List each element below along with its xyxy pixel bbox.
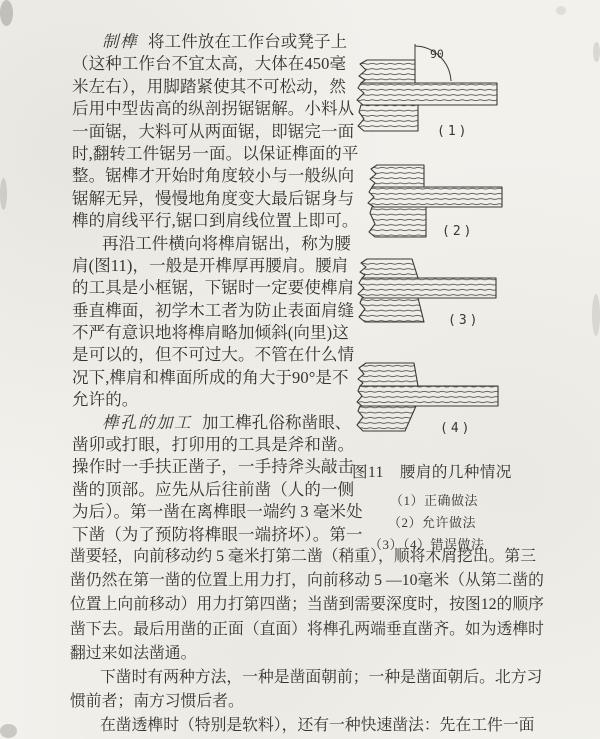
text-line: 凿卯或打眼，打卯用的工具是斧和凿。 [72,435,355,455]
text-line [72,412,352,434]
tenon-diagram-3 [352,256,504,326]
lower-shoulder-block [369,207,426,237]
tenon-strip [358,278,496,298]
text-line: 操作时一手扶正凿子，一手持斧头敲击 [72,457,355,477]
text-line: 况下,榫肩和榫面所成的角大于90°是不 [72,367,349,387]
text-line: 锯解无异，慢慢地角度变大最后锯身与 [72,188,355,208]
lower-shoulder-block [357,406,416,431]
text-line-rest: 将工件放在工作台或凳子上 [148,32,348,51]
upper-shoulder-block [359,60,415,83]
tenon-strip [357,386,498,406]
figure-caption-title: 图11 腰肩的几种情况 [352,464,512,481]
scan-smudge [0,0,13,26]
tenon-diagram-2 [362,160,508,244]
figure-caption-item-2: （2）允许做法 [388,515,477,530]
text-line [72,31,348,53]
text-line: 肩(图11)，一般是开榫厚再腰肩。腰肩 [72,255,349,275]
paragraph-lead-making-tenon: 制榫 [102,32,138,51]
text-line: 为后）。第一凿在离榫眼一端约 3 毫米处 [72,502,363,522]
text-line: 凿要轻，向前移动约 5 毫米打第二凿（稍重），顺将木屑挖出。第三 [70,548,537,565]
text-line: 后用中型齿高的纵剖拐锯锯解。小料从 [72,99,355,119]
figure-item-label-1: (1) [437,124,470,139]
figure-item-label-2: (2) [442,224,475,239]
text-line: 在凿透榫时（特别是软料），还有一种快速凿法：先在工件一面 [100,717,535,735]
text-line: 米左右），用脚踏紧使其不可松动，然 [72,76,346,96]
text-line: 位置上向前移动）用力打第四凿；当凿到需要深度时，按图12的顺序 [70,596,544,614]
text-line: （这种工作台不宜太高，大体在450毫 [72,54,347,74]
tenon-strip [368,187,502,207]
text-line: 整。锯榫才开始时角度较小与一般纵向 [72,166,355,186]
upper-shoulder-block [358,363,418,386]
text-line: 榫的肩线平行,锯口到肩线位置上即可。 [72,211,359,231]
text-line: 一面锯，大料可从两面锯，即锯完一面 [72,121,355,141]
figure-item-label-3: (3) [448,313,481,328]
figure-item-label-4: (4) [440,421,473,436]
upper-shoulder-block [370,165,424,187]
text-line: 下凿时有两种方法，一种是凿面朝前；一种是凿面朝后。北方习 [100,668,543,686]
text-line: 不严有意识地将榫肩略加倾斜(向里)这 [72,323,349,343]
paragraph-lead-mortise-work: 榫孔的加工 [102,412,192,432]
text-line: 允许的。 [72,390,139,410]
scan-smudge [0,724,17,738]
text-line: 再沿工件横向将榫肩锯出，称为腰 [102,233,351,253]
figure-caption-item-3: （3）（4）错误做法 [369,537,485,552]
text-line: 翻过来如法凿通。 [70,644,197,662]
text-line-rest: 加工榫孔俗称凿眼、 [202,412,352,432]
bottom-text-block [70,545,544,739]
text-line: 下凿（为了预防将榫眼一端挤坏）。第一 [72,524,363,544]
scan-smudge [556,6,566,15]
tenon-diagram-1 [352,30,508,140]
text-line: 的工具是小框锯，下锯时一定要使榫肩 [72,278,355,298]
angle-90-label: 90 [430,47,444,61]
upper-shoulder-block [360,259,418,278]
text-line: 是可以的，但不可过大。不管在什么情 [72,345,355,365]
text-line: 凿下去。最后用凿的正面（直面）将榫孔两端垂直凿齐。如为透榫时 [70,620,544,638]
text-line: 垂直榫面，初学木工者为防止表面肩缝 [72,300,355,320]
tenon-diagram-4 [350,358,508,436]
left-text-column [72,31,363,546]
lower-shoulder-block [359,298,424,322]
text-line: 时,翻转工件锯另一面。以保证榫面的平 [72,143,359,163]
figure-caption-item-1: （1）正确做法 [390,493,479,508]
text-line: 凿仍然在第一凿的位置上用力打，向前移动 5 —10毫米（从第二凿的 [70,572,544,590]
tenon-strip [357,83,497,105]
text-line: 凿的顶部。应先从后往前凿（人的一侧 [72,479,355,499]
scan-smudge [0,178,7,210]
scan-smudge [592,294,600,336]
lower-shoulder-block [358,105,418,131]
text-line: 惯前者；南方习惯后者。 [70,693,244,711]
scan-smudge [593,42,600,62]
